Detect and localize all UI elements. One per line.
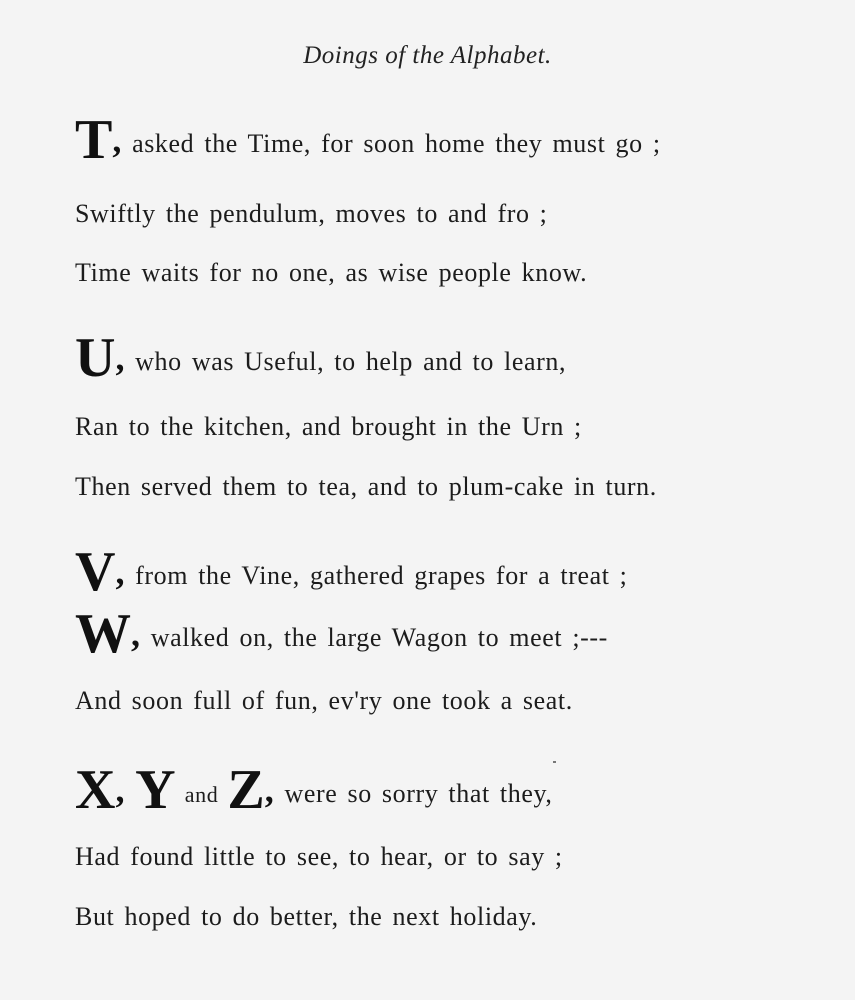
verse-line: Then served them to tea, and to plum-cake in turn. (75, 472, 657, 501)
capital-comma: , (115, 552, 126, 592)
drop-capital-z: Z (227, 759, 265, 821)
capital-comma: , (115, 770, 126, 810)
drop-capital: V (75, 541, 116, 603)
verse-text: from the Vine, gathered grapes for a treat ; (125, 561, 628, 590)
verse-line: Ran to the kitchen, and brought in the Urn ; (75, 412, 582, 441)
verse-line: And soon full of fun, ev'ry one took a seat. (75, 686, 573, 715)
drop-capital-x: X (75, 759, 116, 821)
verse-text: asked the Time, for soon home they must go ; (121, 129, 661, 158)
verse-line (75, 603, 608, 665)
drop-capital-y: Y (135, 759, 176, 821)
verse-line: Time waits for no one, as wise people know. (75, 258, 588, 287)
capital-comma: , (112, 120, 122, 160)
capital-comma: , (131, 614, 141, 654)
capital-comma: , (264, 770, 275, 810)
verse-line: But hoped to do better, the next holiday. (75, 902, 538, 931)
drop-capital: W (75, 603, 131, 665)
verse-text: were so sorry that they, (274, 779, 553, 808)
verse-line: Had found little to see, to hear, or to say ; (75, 842, 563, 871)
verse-text: who was Useful, to help and to learn, (125, 347, 567, 376)
verse-line (75, 109, 661, 171)
verse-line (75, 327, 567, 389)
verse-line (75, 759, 553, 821)
verse-text: walked on, the large Wagon to meet ;--- (140, 623, 608, 652)
ink-speck (553, 761, 556, 763)
verse-line (75, 541, 628, 603)
drop-capital: U (75, 327, 116, 389)
conjunction-and: and (175, 782, 228, 807)
page-title: Doings of the Alphabet. (303, 42, 552, 69)
capital-comma: , (115, 338, 126, 378)
drop-capital: T (75, 109, 113, 171)
verse-line: Swiftly the pendulum, moves to and fro ; (75, 199, 548, 228)
